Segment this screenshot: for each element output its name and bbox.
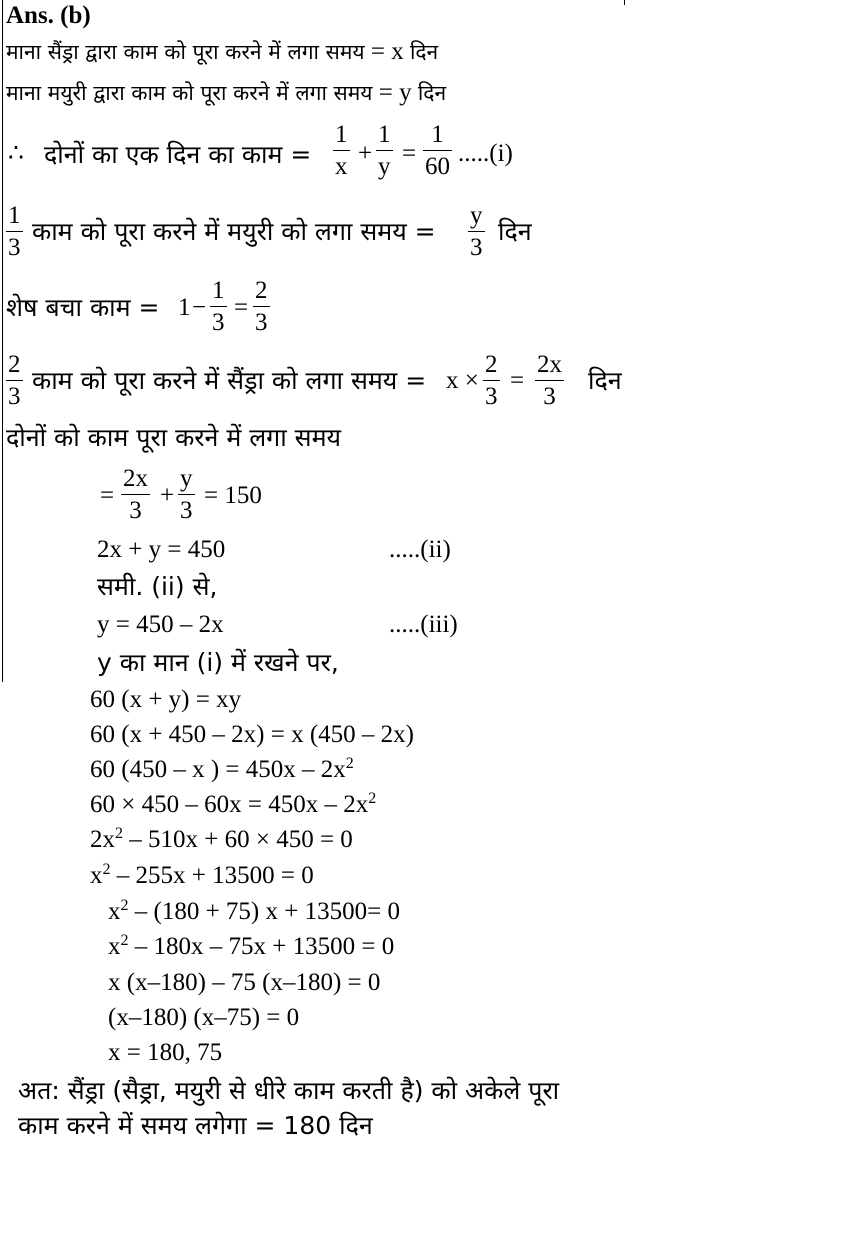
- denominator: 3: [180, 497, 193, 524]
- equation-9: x (x–180) – 75 (x–180) = 0: [108, 969, 381, 996]
- fraction-2-over-3-b: [6, 352, 23, 410]
- equation-5-b: – 510x + 60 × 450 = 0: [123, 826, 353, 853]
- exponent: 2: [368, 790, 377, 807]
- fraction-1-over-3: [6, 203, 23, 261]
- numerator: 2: [485, 351, 498, 378]
- equation-2: 60 (x + 450 – 2x) = x (450 – 2x): [90, 721, 414, 748]
- equation-3: [90, 756, 354, 784]
- answer-label: Ans. (b): [6, 2, 91, 29]
- numerator: 1: [335, 121, 348, 148]
- therefore-symbol: ∴: [8, 140, 24, 167]
- equation-6: [90, 862, 314, 890]
- equals-sign: =: [402, 140, 417, 167]
- equation-tag-i: .....(i): [458, 140, 513, 167]
- line-assume-y: [6, 79, 446, 107]
- denominator: 3: [543, 383, 556, 410]
- line-assume-x: [6, 38, 438, 66]
- conclusion-line-2: काम करने में समय लगेगा = 180 दिन: [18, 1111, 373, 1140]
- equation-8-b: – 180x – 75x + 13500 = 0: [128, 933, 395, 960]
- denominator: 3: [485, 383, 498, 410]
- denominator: 3: [212, 309, 225, 336]
- exponent: 2: [115, 825, 123, 842]
- plus-sign: +: [358, 140, 373, 167]
- numerator: 2x: [537, 351, 562, 378]
- numerator: 1: [8, 202, 21, 229]
- fraction-y-over-3-b: [178, 466, 195, 524]
- step-substitute: y का मान (i) में रखने पर,: [97, 648, 339, 677]
- fraction-1-over-y: [376, 122, 393, 180]
- equation-5: [90, 826, 353, 854]
- sandra-time-unit: दिन: [588, 366, 622, 395]
- both-total-time-text: दोनों को काम पूरा करने में लगा समय: [6, 423, 342, 452]
- step-tag-iii: .....(iii): [389, 611, 458, 638]
- one-day-work-text: दोनों का एक दिन का काम =: [44, 140, 312, 169]
- fraction-2-over-3: [253, 278, 270, 336]
- mayuri-time-unit: दिन: [498, 217, 532, 246]
- one-value: 1: [178, 294, 191, 321]
- equals-sign: =: [510, 367, 525, 394]
- exponent: 2: [102, 861, 111, 878]
- step-from-ii: समी. (ii) से,: [97, 572, 218, 601]
- numerator: y: [470, 202, 483, 229]
- equation-8-a: x: [108, 933, 121, 960]
- denominator: 3: [8, 234, 21, 261]
- exponent: 2: [120, 897, 129, 914]
- fraction-1-over-x: [333, 122, 350, 180]
- mayuri-time-text: काम को पूरा करने में मयुरी को लगा समय =: [32, 217, 436, 246]
- equation-7-b: – (180 + 75) x + 13500= 0: [128, 898, 400, 925]
- fraction-y-over-3: [468, 203, 485, 261]
- remaining-work-text: शेष बचा काम =: [6, 293, 160, 322]
- equals-sign: =: [100, 482, 115, 509]
- numerator: 1: [212, 277, 225, 304]
- fraction-2x-over-3-b: [121, 466, 150, 524]
- line-assume-y-text: माना मयुरी द्वारा काम को पूरा करने में लगा समय: [6, 81, 373, 105]
- equation-1: 60 (x + y) = xy: [90, 686, 242, 713]
- equation-7-a: x: [108, 898, 121, 925]
- numerator: y: [180, 465, 193, 492]
- numerator: 2: [8, 351, 21, 378]
- step-eq-iii: y = 450 – 2x: [97, 611, 224, 638]
- minus-sign: −: [192, 294, 207, 321]
- fraction-1-over-3-b: [210, 278, 227, 336]
- equation-5-a: 2x: [90, 826, 115, 853]
- line-assume-y-unit: दिन: [417, 81, 447, 105]
- left-margin-line: [2, 0, 3, 682]
- x-times: x ×: [446, 367, 479, 394]
- step-eq-ii: 2x + y = 450: [97, 536, 226, 563]
- top-tick-mark: [624, 0, 625, 5]
- equation-6-b: – 255x + 13500 = 0: [110, 862, 314, 889]
- denominator: 3: [8, 383, 21, 410]
- equation-7: [108, 898, 400, 926]
- result-150: = 150: [204, 482, 262, 509]
- exponent: 2: [345, 755, 354, 772]
- equation-4-text: 60 × 450 – 60x = 450x – 2x: [90, 791, 369, 818]
- denominator: y: [378, 153, 391, 180]
- equation-6-a: x: [90, 862, 103, 889]
- line-assume-x-eq: = x: [370, 38, 404, 65]
- exponent: 2: [120, 932, 129, 949]
- plus-sign: +: [160, 482, 175, 509]
- numerator: 2: [255, 277, 268, 304]
- equation-8: [108, 933, 394, 961]
- line-assume-x-unit: दिन: [409, 40, 439, 64]
- line-assume-x-text: माना सैंड्रा द्वारा काम को पूरा करने में लगा समय: [6, 40, 365, 64]
- fraction-2-over-3-c: [483, 352, 500, 410]
- numerator: 1: [378, 121, 391, 148]
- conclusion-line-1: अत: सैंड्रा (सैड्रा, मयुरी से धीरे काम करती है) को अकेले पूरा: [18, 1076, 560, 1105]
- equation-11-solution: x = 180, 75: [108, 1039, 223, 1066]
- fraction-1-over-60: [423, 122, 452, 180]
- sandra-time-text: काम को पूरा करने में सैंड्रा को लगा समय =: [32, 366, 427, 395]
- denominator: x: [335, 153, 348, 180]
- equals-sign: =: [234, 294, 249, 321]
- numerator: 2x: [123, 465, 148, 492]
- line-assume-y-eq: = y: [378, 79, 412, 106]
- equation-3-text: 60 (450 – x ) = 450x – 2x: [90, 756, 346, 783]
- step-tag-ii: .....(ii): [389, 536, 451, 563]
- equation-10: (x–180) (x–75) = 0: [108, 1004, 300, 1031]
- denominator: 3: [470, 234, 483, 261]
- fraction-2x-over-3: [535, 352, 564, 410]
- denominator: 3: [129, 497, 142, 524]
- numerator: 1: [431, 121, 444, 148]
- equation-4: [90, 791, 376, 819]
- denominator: 60: [425, 153, 450, 180]
- denominator: 3: [255, 309, 268, 336]
